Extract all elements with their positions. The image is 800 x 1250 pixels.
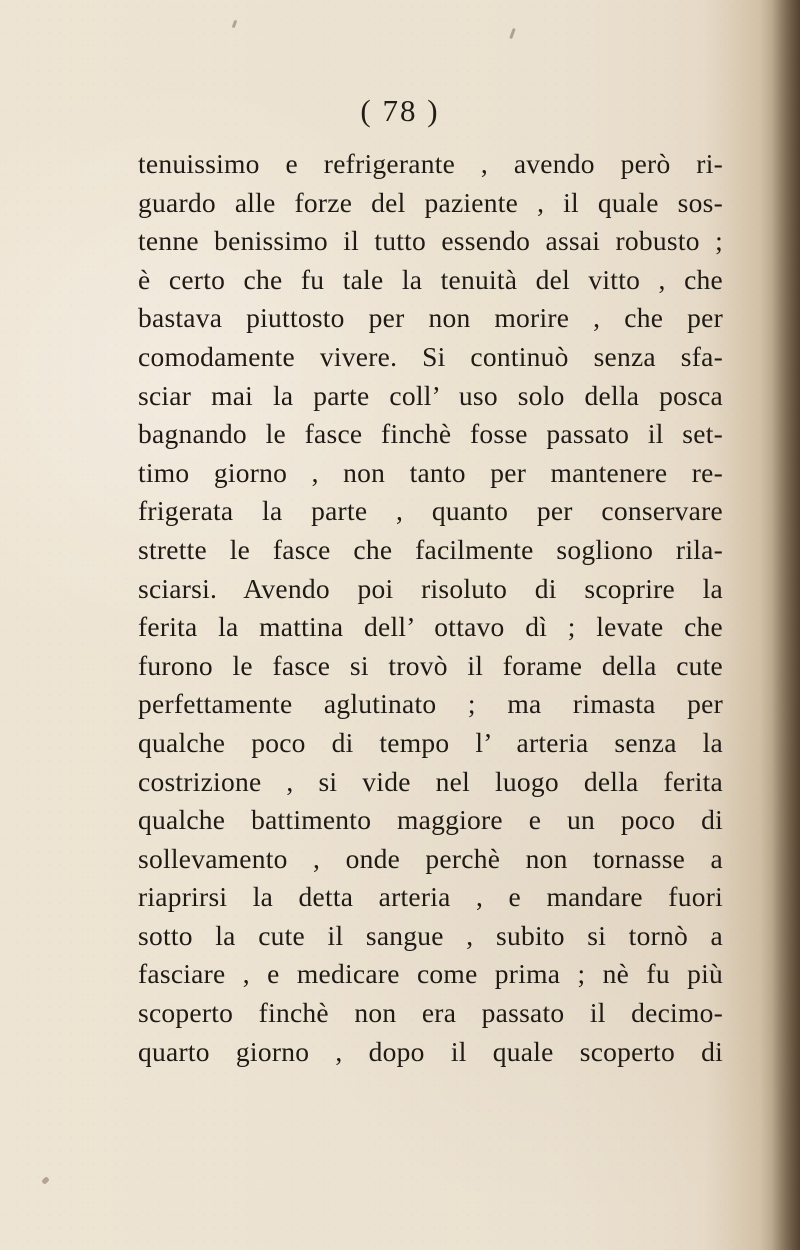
text-line: tenuissimo e refrigerante , avendo però ri- [138,148,723,179]
page-edge-shadow [772,0,800,1250]
text-line: perfettamente aglutinato ; ma rimasta per [138,688,723,720]
text-line: fasciare , e medicare come prima ; nè fu più [138,958,723,990]
text-line: bagnando le fasce finchè fosse passato il set- [138,418,723,450]
page-text [138,145,723,1071]
text-line: costrizione , si vide nel luogo della ferita [138,765,723,797]
text-line: comodamente vivere. Si continuò senza sfa- [138,340,723,372]
page-number: ( 78 ) [360,93,440,128]
text-line: strette le fasce che facilmente sogliono rila- [138,533,723,565]
text-line: riaprirsi la detta arteria , e mandare fuori [138,881,723,913]
text-line: sollevamento , onde perchè non tornasse a [138,842,723,874]
text-line: sciar mai la parte coll’ uso solo della posca [138,379,723,411]
text-line: guardo alle forze del paziente , il quale sos- [138,186,723,218]
text-line: bastava piuttosto per non morire , che per [138,302,723,334]
text-line: quarto giorno , dopo il quale scoperto di [138,1035,723,1067]
text-line: ferita la mattina dell’ ottavo dì ; levate che [138,611,723,643]
text-line: scoperto finchè non era passato il decimo- [138,997,723,1029]
text-line: sciarsi. Avendo poi risoluto di scoprire la [138,572,723,604]
text-line: frigerata la parte , quanto per conservare [138,495,723,527]
text-line: timo giorno , non tanto per mantenere re- [138,456,723,488]
paper-speck [41,1176,49,1184]
text-line: qualche battimento maggiore e un poco di [138,804,723,836]
text-line: qualche poco di tempo l’ arteria senza la [138,726,723,758]
text-line: è certo che fu tale la tenuità del vitto , che [138,263,723,295]
text-line: sotto la cute il sangue , subito si tornò a [138,919,723,951]
paper-speck [509,28,516,39]
text-line: tenne benissimo il tutto essendo assai robusto ; [138,225,723,257]
text-line: furono le fasce si trovò il forame della cute [138,649,723,681]
paper-speck [232,20,238,29]
